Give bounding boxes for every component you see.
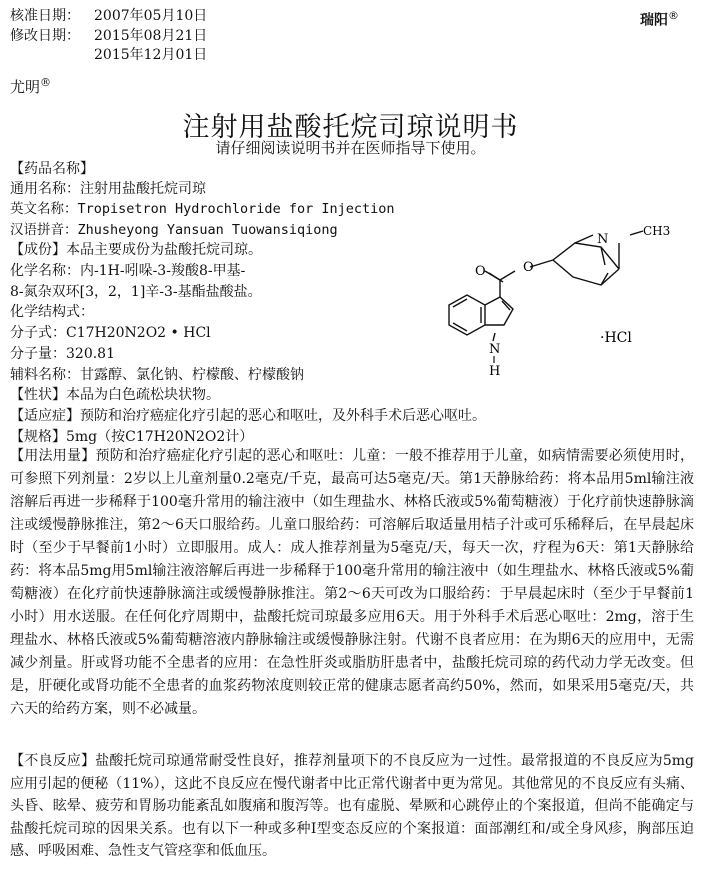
structure-label: 化学结构式： xyxy=(10,304,94,320)
revision-date-line-2 xyxy=(10,46,207,64)
pinyin-name: 汉语拼音：Zhusheyong Yansuan Tuowansiqiong xyxy=(10,222,338,238)
nh-nitrogen-label: N xyxy=(489,342,501,357)
chemical-structure-diagram xyxy=(405,225,695,390)
composition: 【成份】本品主要成份为盐酸托烷司琼。 xyxy=(10,242,262,258)
revision-date-label: 修改日期： xyxy=(10,28,80,44)
english-name: 英文名称：Tropisetron Hydrochloride for Injection xyxy=(10,201,395,217)
properties: 【性状】本品为白色疏松块状物。 xyxy=(10,387,220,403)
specification: 【规格】5mg（按C17H20N2O2计） xyxy=(10,429,254,445)
chemical-name-1: 化学名称：内-1H-吲哚-3-羧酸8-甲基- xyxy=(10,263,246,279)
approval-date-line xyxy=(10,7,207,25)
hcl-label: ·HCl xyxy=(600,330,632,346)
molecular-weight: 分子量：320.81 xyxy=(10,346,115,362)
nh-hydrogen-label: H xyxy=(489,364,501,379)
document-title: 注射用盐酸托烷司琼说明书 xyxy=(182,112,519,143)
nitrogen-label: N xyxy=(597,232,609,247)
ester-oxygen-label: O xyxy=(523,260,534,275)
dosage-section: 【用法用量】预防和治疗癌症化疗引起的恶心和呕吐：儿童：一般不推荐用于儿童，如病情需要必须使用时，可参照下列剂量：2岁以上儿童剂量0.2毫克/千克，最高可达5毫克/天。第1天静脉给药：将本品用5ml输注液溶解后再进一步稀释于100毫升常用的输注液中（如生理盐水、林格氏液或5%葡萄糖液）于化疗前快速静脉滴注或缓慢静脉推注，第2～6天口服给药。儿童口服给药：可溶解后取适量用桔子汁或可乐稀释后，在早晨起床时（至少于早餐前1小时）立即服用。成人：成人推荐剂量为5毫克/天，每天一次，疗程为6天：第1天静脉给药：将本品5mg用5ml输注液溶解后再进一步稀释于100毫升常用的输注液中（如生理盐水、林格氏液或5%葡萄糖液）在化疗前快速静脉滴注或缓慢静脉推注。第2～6天可改为口服给药：于早晨起床时（至少于早餐前1小时）用水送服。在任何化疗周期中，盐酸托烷司琼最多应用6天。用于外科手术后恶心呕吐：2mg，溶于生理盐水、林格氏液或5%葡萄糖溶液内静脉输注或缓慢静脉注射。代谢不良者应用：在为期6天的应用中，无需减少剂量。肝或肾功能不全患者的应用：在急性肝炎或脂肪肝患者中，盐酸托烷司琼的药代动力学无改变。但是，肝硬化或肾功能不全患者的血浆药物浓度则较正常的健康志愿者高约50%，然而，如果采用5毫克/天，共六天的给药方案，则不必减量。 xyxy=(10,448,694,717)
excipients: 辅料名称：甘露醇、氯化钠、柠檬酸、柠檬酸钠 xyxy=(10,367,304,383)
approval-date: 2007年05月10日 xyxy=(94,8,208,24)
indications: 【适应症】预防和治疗癌症化疗引起的恶心和呕吐，及外科手术后恶心呕吐。 xyxy=(10,408,486,424)
document-subtitle: 请仔细阅读说明书并在医师指导下使用。 xyxy=(215,139,486,157)
generic-name: 通用名称：注射用盐酸托烷司琼 xyxy=(10,181,206,197)
brand-logo-top-right: 瑞阳® xyxy=(640,9,679,29)
structure-bonds xyxy=(449,231,643,335)
brand-name-left: 尤明® xyxy=(10,76,52,96)
adverse-reactions-section: 【不良反应】盐酸托烷司琼通常耐受性良好，推荐剂量项下的不良反应为一过性。最常报道的不良反应为5mg应用引起的便秘（11%），这此不良反应在慢代谢者中比正常代谢者中更为常见。其他常见的不良反应有头痛、头昏、眩晕、疲劳和胃肠功能紊乱如腹痛和腹泻等。也有虚脱、晕厥和心跳停止的个案报道，但尚不能确定与盐酸托烷司琼的因果关系。也有以下一种或多种Ⅰ型变态反应的个案报道：面部潮红和/或全身风疹，胸部压迫感、呼吸困难、急性支气管痉挛和低血压。 xyxy=(10,753,694,859)
methyl-label: CH3 xyxy=(643,225,671,238)
revision-date-2: 2015年12月01日 xyxy=(94,47,208,63)
molecular-formula: 分子式：C17H20N2O2 • HCl xyxy=(10,325,211,341)
chemical-name-2: 8-氮杂双环[3，2，1]辛-3-基酯盐酸盐。 xyxy=(10,284,262,300)
approval-date-label: 核准日期： xyxy=(10,8,80,24)
carbonyl-oxygen-label: O xyxy=(475,264,486,279)
revision-date-1: 2015年08月21日 xyxy=(94,28,208,44)
revision-date-line xyxy=(10,27,207,45)
drug-name-heading: 【药品名称】 xyxy=(10,161,94,177)
